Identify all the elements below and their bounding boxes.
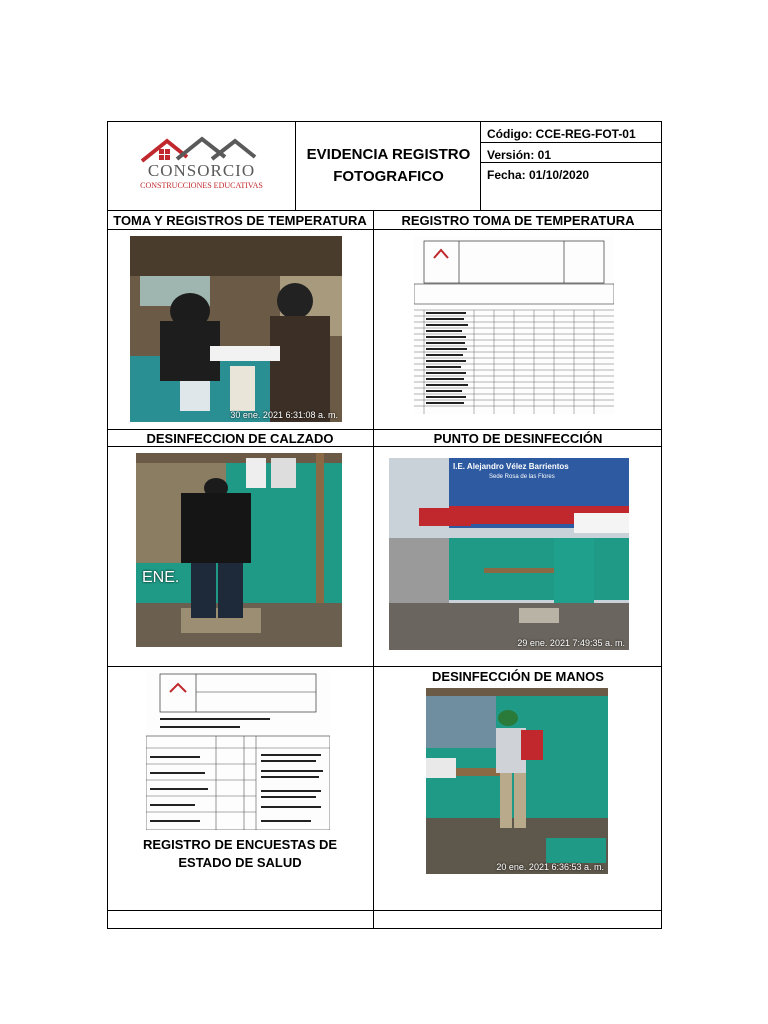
code-cell	[481, 121, 662, 143]
row-line	[107, 429, 662, 430]
company-subtitle: CONSTRUCCIONES EDUCATIVAS	[140, 181, 263, 190]
document-title-line1: EVIDENCIA REGISTRO	[306, 146, 471, 163]
document-code: Código: CCE-REG-FOT-01	[487, 127, 636, 141]
section-heading-temperature-record: REGISTRO TOMA DE TEMPERATURA	[401, 213, 635, 228]
photo-hand-disinfection	[426, 688, 608, 874]
school-sign-name: I.E. Alejandro Vélez Barrientos	[453, 462, 569, 471]
section-heading-hand-disinfection: DESINFECCIÓN DE MANOS	[432, 669, 604, 684]
document-version: Versión: 01	[487, 148, 552, 162]
photo-timestamp: 29 ene. 2021 7:49:35 a. m.	[517, 638, 625, 648]
document-title-line2: FOTOGRAFICO	[333, 168, 444, 185]
date-cell	[481, 163, 662, 183]
photo-health-survey	[146, 670, 330, 830]
row-line	[107, 446, 662, 447]
section-heading-temperature: TOMA Y REGISTROS DE TEMPERATURA	[113, 213, 367, 228]
section-heading-health-survey: REGISTRO DE ENCUESTAS DE ESTADO DE SALUD	[142, 837, 338, 870]
school-sign-branch: Sede Rosa de las Flores	[489, 474, 555, 480]
company-name: CONSORCIO	[147, 161, 256, 180]
column-divider	[373, 211, 374, 929]
logo-cell	[107, 121, 296, 211]
section-heading-disinfection-point: PUNTO DE DESINFECCIÓN	[433, 431, 603, 446]
row-line	[107, 910, 662, 911]
row-line	[107, 666, 662, 667]
photo-footwear-disinfection	[136, 453, 342, 647]
version-cell	[481, 143, 662, 163]
title-cell	[296, 121, 481, 211]
photo-temperature-check	[130, 236, 342, 422]
section-heading-footwear: DESINFECCION DE CALZADO	[146, 431, 334, 446]
photo-timestamp: 30 ene. 2021 6:31:08 a. m.	[230, 410, 338, 420]
photo-temperature-sheet	[414, 236, 614, 414]
photo-timestamp: 20 ene. 2021 6:36:53 a. m.	[496, 862, 604, 872]
photo-disinfection-point	[389, 458, 629, 650]
row-line	[107, 229, 662, 230]
photo-date-overlay: ENE.	[142, 569, 180, 586]
document-date: Fecha: 01/10/2020	[487, 168, 590, 182]
